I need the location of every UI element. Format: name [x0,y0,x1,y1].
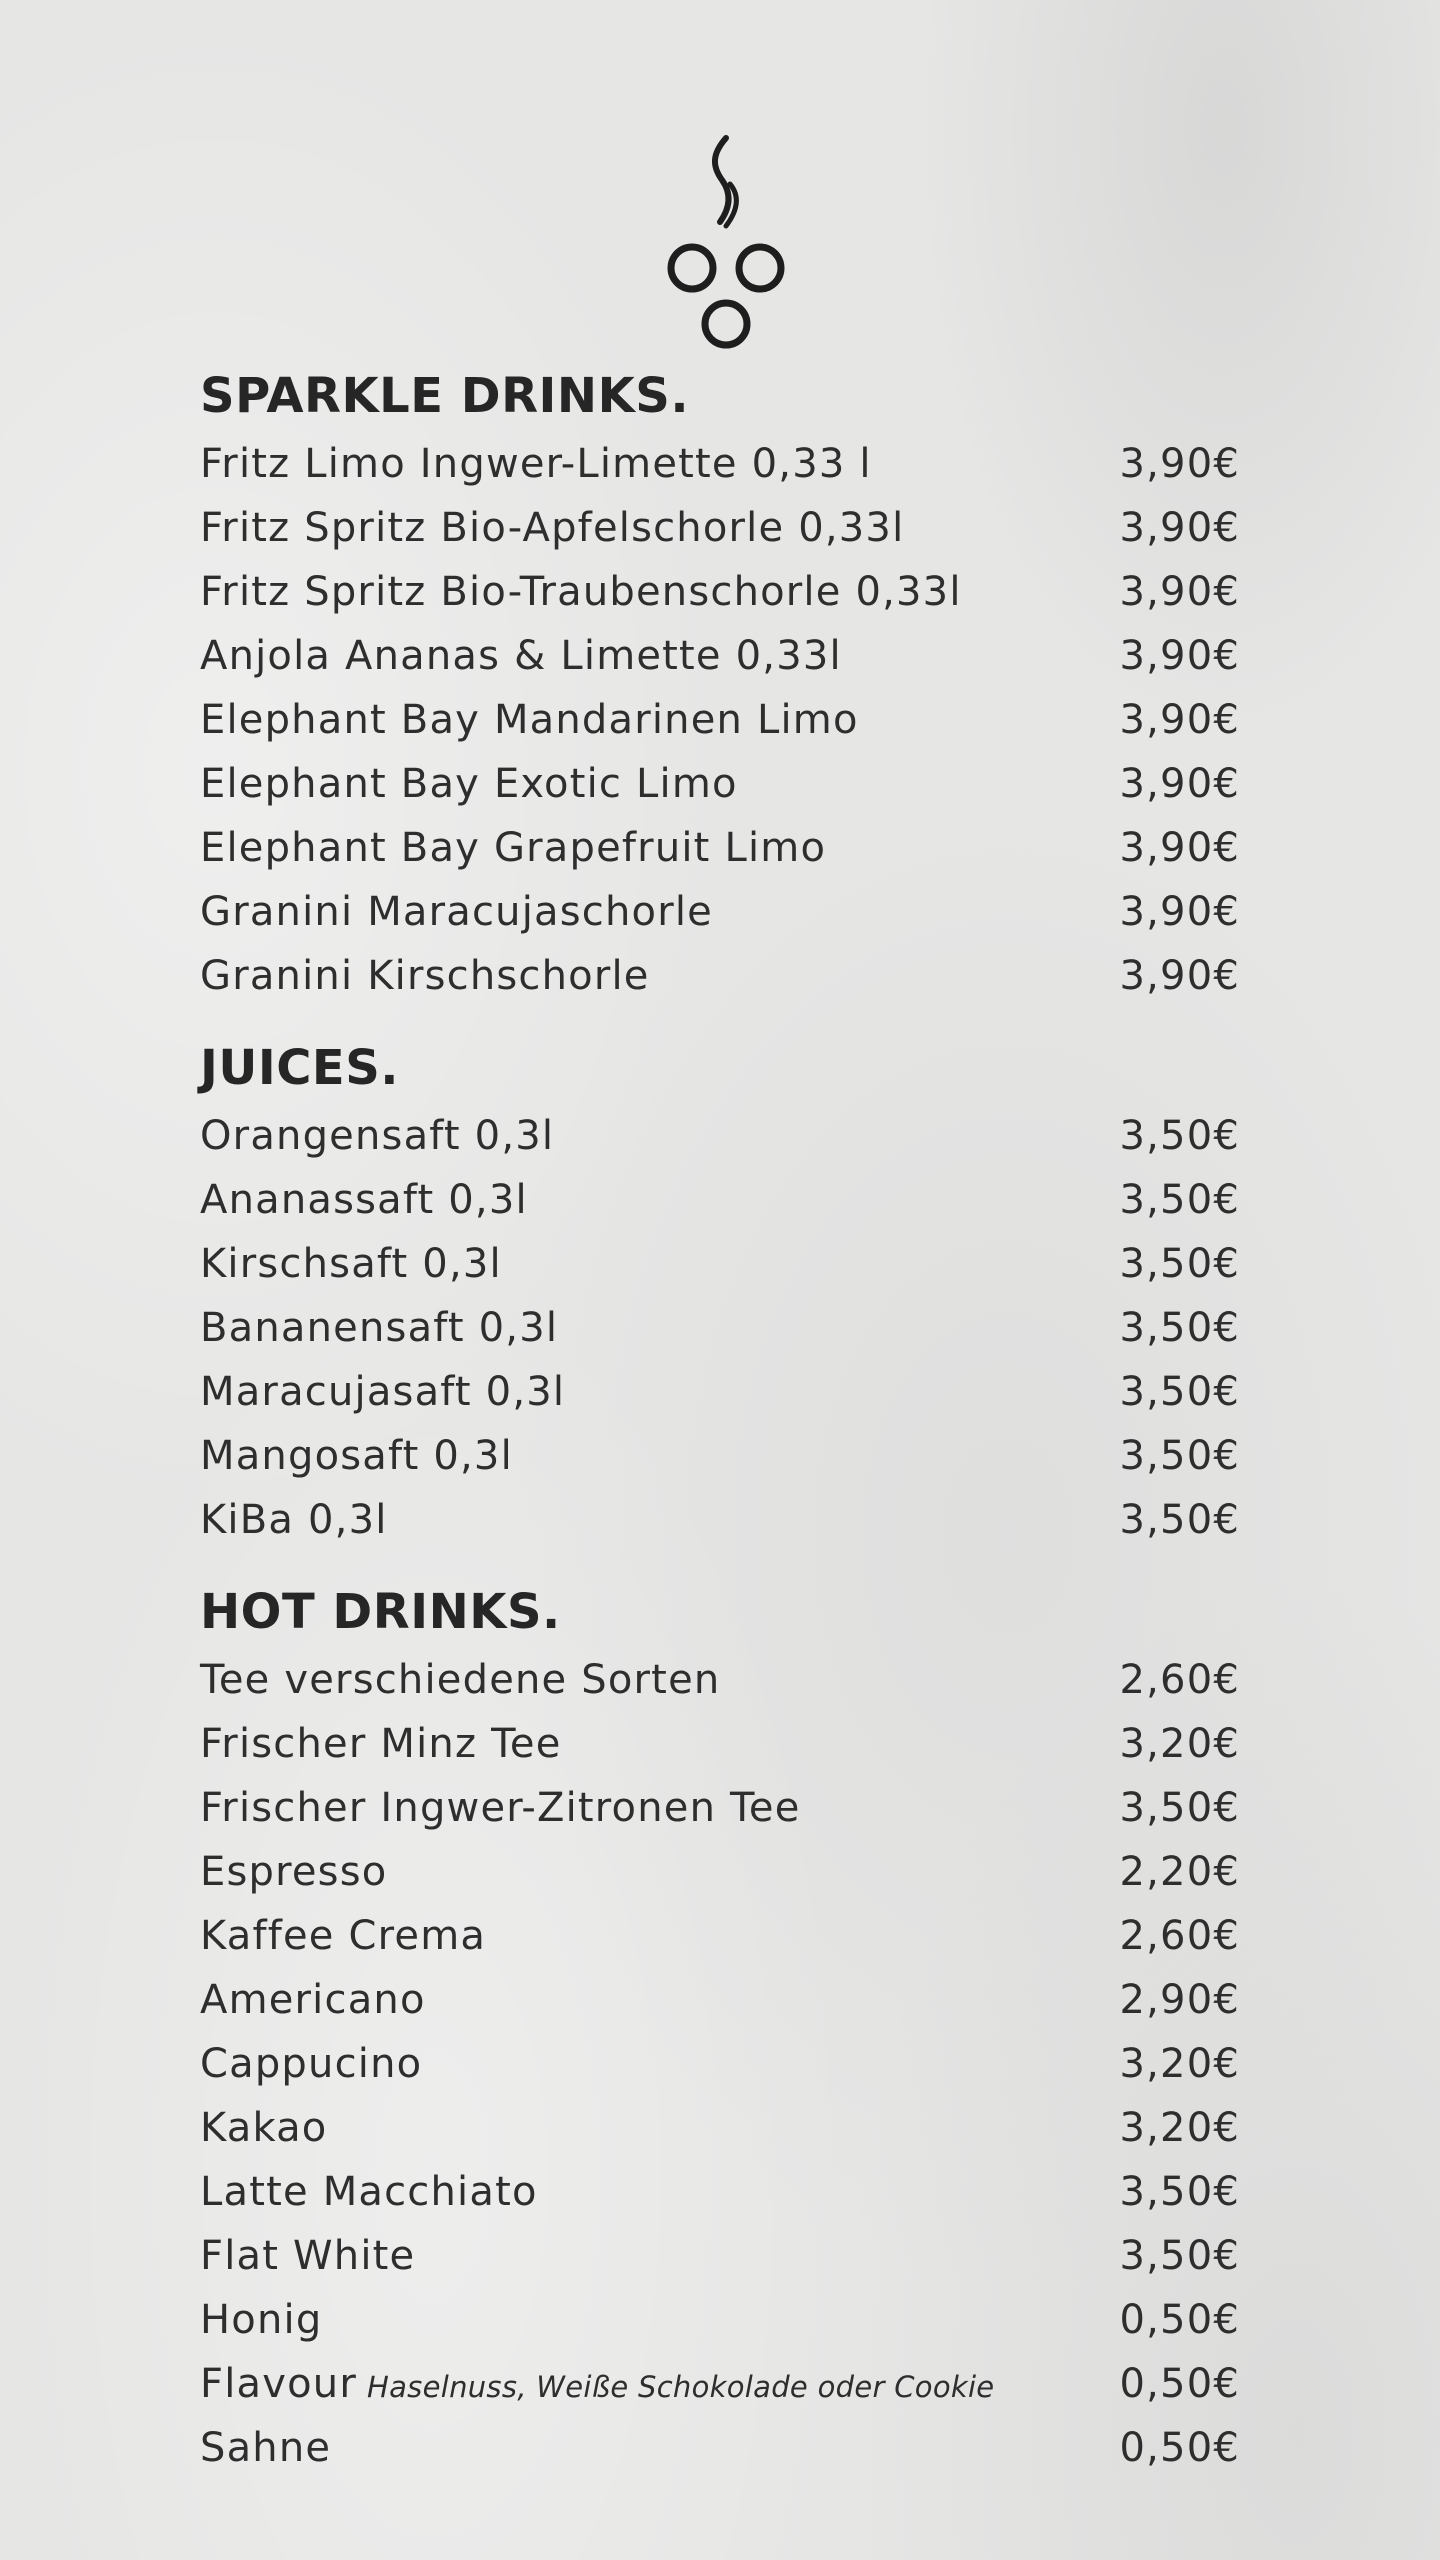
item-name: Tee verschiedene Sorten [200,1657,721,1703]
item-price: 2,20€ [1119,1849,1240,1895]
item-name: Fritz Spritz Bio-Apfelschorle 0,33l [200,505,905,551]
item-price: 3,20€ [1119,2041,1240,2087]
item-note: Haselnuss, Weiße Schokolade oder Cookie [366,2370,995,2404]
item-price: 3,50€ [1119,1369,1240,1415]
item-name: Bananensaft 0,3l [200,1305,559,1351]
item-price: 3,50€ [1119,1241,1240,1287]
menu-item [200,2288,1240,2352]
sparkle-drinks-list [200,432,1240,1008]
menu-item [200,1488,1240,1552]
item-name-text: Flavour [200,2361,357,2407]
section-title-hot-drinks: HOT DRINKS. [200,1584,561,1640]
item-price: 2,90€ [1119,1977,1240,2023]
menu-item [200,1904,1240,1968]
item-name: Flat White [200,2233,416,2279]
section-title-juices: JUICES. [200,1040,400,1096]
item-name: Americano [200,1977,426,2023]
item-name: Elephant Bay Mandarinen Limo [200,697,859,743]
item-price: 2,60€ [1119,1913,1240,1959]
item-price: 3,50€ [1119,1433,1240,1479]
item-name: Granini Kirschschorle [200,953,650,999]
item-name: Granini Maracujaschorle [200,889,713,935]
menu-item [200,2352,1240,2416]
menu-item [200,2160,1240,2224]
item-price: 3,50€ [1119,1497,1240,1543]
item-price: 3,50€ [1119,1177,1240,1223]
item-name: Kakao [200,2105,328,2151]
item-name: Elephant Bay Exotic Limo [200,761,738,807]
item-price: 3,90€ [1119,953,1240,999]
menu-item [200,2032,1240,2096]
menu-item [200,560,1240,624]
item-name: Kirschsaft 0,3l [200,1241,502,1287]
menu-item [200,1776,1240,1840]
item-name: Mangosaft 0,3l [200,1433,513,1479]
menu-item [200,944,1240,1008]
menu-item [200,880,1240,944]
menu-item [200,432,1240,496]
menu-item [200,816,1240,880]
item-name: Honig [200,2297,323,2343]
item-price: 0,50€ [1119,2297,1240,2343]
item-name: Fritz Spritz Bio-Traubenschorle 0,33l [200,569,962,615]
menu-item [200,2096,1240,2160]
menu-item [200,1104,1240,1168]
item-price: 3,90€ [1119,569,1240,615]
menu-item [200,2416,1240,2480]
menu-item [200,624,1240,688]
item-price: 3,50€ [1119,2233,1240,2279]
item-price: 0,50€ [1119,2361,1240,2407]
item-price: 3,90€ [1119,889,1240,935]
menu-item [200,1360,1240,1424]
item-name: Fritz Limo Ingwer-Limette 0,33 l [200,441,872,487]
item-name [200,2352,994,2419]
menu-item [200,1424,1240,1488]
item-price: 3,90€ [1119,441,1240,487]
menu-item [200,1712,1240,1776]
juices-list [200,1104,1240,1552]
menu-item [200,752,1240,816]
item-price: 3,90€ [1119,825,1240,871]
item-name: Frischer Ingwer-Zitronen Tee [200,1785,801,1831]
grape-steam-logo-icon [664,132,788,356]
item-name: Maracujasaft 0,3l [200,1369,566,1415]
item-name: Orangensaft 0,3l [200,1113,555,1159]
menu-item [200,1840,1240,1904]
menu-page [200,0,1240,2560]
menu-item [200,688,1240,752]
item-name: KiBa 0,3l [200,1497,388,1543]
section-title-sparkle-drinks: SPARKLE DRINKS. [200,368,690,424]
item-name: Anjola Ananas & Limette 0,33l [200,633,842,679]
item-price: 3,50€ [1119,1785,1240,1831]
item-price: 3,90€ [1119,761,1240,807]
menu-item [200,2224,1240,2288]
item-price: 3,90€ [1119,505,1240,551]
menu-item [200,1168,1240,1232]
item-price: 2,60€ [1119,1657,1240,1703]
menu-item [200,1648,1240,1712]
item-price: 3,90€ [1119,697,1240,743]
item-price: 3,50€ [1119,1113,1240,1159]
item-price: 0,50€ [1119,2425,1240,2471]
item-name: Frischer Minz Tee [200,1721,562,1767]
menu-item [200,1232,1240,1296]
item-price: 3,20€ [1119,2105,1240,2151]
menu-item [200,496,1240,560]
item-name: Latte Macchiato [200,2169,538,2215]
item-price: 3,50€ [1119,1305,1240,1351]
item-name: Elephant Bay Grapefruit Limo [200,825,827,871]
menu-item [200,1296,1240,1360]
item-price: 3,20€ [1119,1721,1240,1767]
menu-item [200,1968,1240,2032]
hot-drinks-list [200,1648,1240,2480]
item-name: Sahne [200,2425,332,2471]
item-name: Espresso [200,1849,388,1895]
item-price: 3,50€ [1119,2169,1240,2215]
item-name: Cappucino [200,2041,423,2087]
item-name: Ananassaft 0,3l [200,1177,528,1223]
item-name: Kaffee Crema [200,1913,487,1959]
item-price: 3,90€ [1119,633,1240,679]
